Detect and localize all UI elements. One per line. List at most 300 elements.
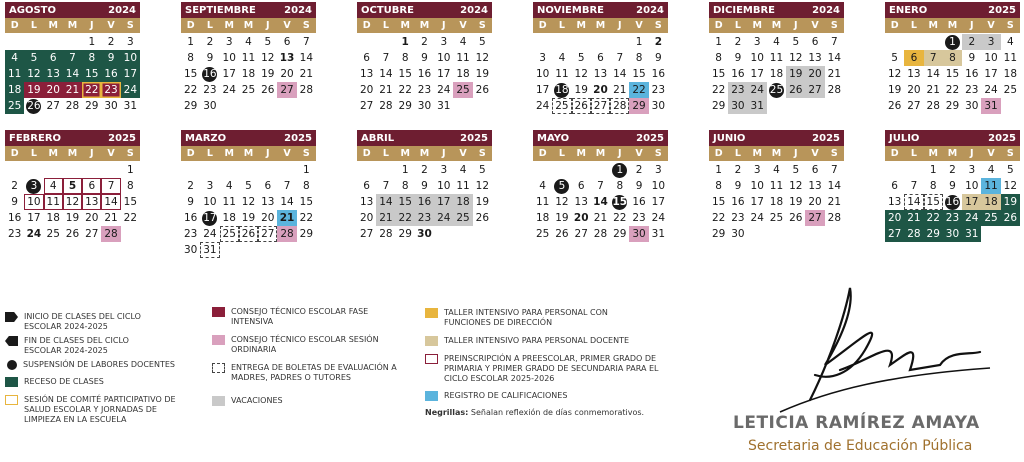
day-cell: 28 — [101, 226, 120, 242]
day-cell: 5 — [479, 36, 486, 48]
day-cell: 7 — [924, 50, 943, 66]
legend-item-vacaciones: VACACIONES — [212, 396, 382, 406]
day-cell: 27 — [85, 228, 99, 240]
legend-item-inicio: INICIO DE CLASES DEL CICLO ESCOLAR 2024-2025 — [5, 312, 165, 332]
weekday-label: D — [890, 148, 899, 159]
month-header — [181, 2, 316, 18]
empty-cell — [44, 162, 63, 178]
day-cell: 2 — [734, 164, 742, 176]
day-cell: 19 — [475, 196, 490, 208]
empty-cell — [904, 162, 923, 178]
weekday-label: D — [186, 20, 195, 31]
day-cell: 29 — [85, 100, 99, 112]
day-cell: 1 — [303, 164, 310, 176]
weekday-label: S — [302, 148, 310, 159]
day-cell: 21 — [277, 210, 296, 226]
maroon-swatch — [212, 307, 225, 317]
weekday-label: D — [714, 148, 723, 159]
month-year: 2025 — [988, 132, 1016, 144]
day-cell: 20 — [85, 212, 99, 224]
day-cell: 17 — [222, 68, 236, 80]
end-flag-icon — [5, 336, 18, 346]
month-septiembre — [181, 2, 316, 114]
day-cell: 15 — [396, 194, 415, 210]
day-cell: 19 — [786, 66, 805, 82]
empty-cell — [220, 162, 239, 178]
day-cell: 4 — [1007, 36, 1014, 48]
weekday-label: S — [654, 20, 662, 31]
weekday-label: V — [283, 148, 291, 159]
weekday-label: J — [794, 148, 798, 159]
empty-cell — [24, 34, 43, 50]
day-cell: 27 — [46, 100, 60, 112]
day-cell: 4 — [773, 164, 780, 176]
day-cell: 10 — [651, 180, 666, 192]
day-cell: 4 — [539, 180, 546, 192]
empty-cell — [44, 34, 63, 50]
weekday-label: D — [10, 148, 19, 159]
month-name: MAYO — [537, 132, 570, 144]
empty-cell — [885, 162, 904, 178]
day-cell: 15 — [711, 196, 726, 208]
day-cell: 22 — [299, 212, 314, 224]
day-cell: 30 — [651, 100, 666, 112]
day-cell: 16 — [101, 66, 120, 82]
day-cell: 25 — [220, 226, 239, 242]
day-cell: 2 — [107, 36, 115, 48]
day-cell: 12 — [63, 194, 82, 210]
day-cell: 19 — [887, 84, 902, 96]
weekday-label: D — [362, 20, 371, 31]
weekday-header — [533, 146, 668, 161]
day-cell: 14 — [926, 68, 940, 80]
day-cell: 6 — [891, 180, 898, 192]
day-cell: 30 — [183, 244, 198, 256]
weekday-label: S — [478, 20, 486, 31]
day-cell: 24 — [984, 84, 998, 96]
weekday-header — [885, 18, 1020, 33]
day-cell: 27 — [258, 226, 277, 242]
day-cell: 13 — [808, 180, 822, 192]
day-cell: 4 — [459, 36, 467, 48]
day-cell: 22 — [711, 84, 726, 96]
weekday-header — [181, 146, 316, 161]
day-cell: 27 — [805, 82, 824, 98]
day-cell: 16 — [945, 196, 960, 208]
day-cell: 27 — [907, 100, 921, 112]
day-cell: 5 — [577, 52, 585, 64]
weekday-label: S — [1006, 148, 1014, 159]
month-year: 2024 — [460, 4, 488, 16]
weekday-label: L — [910, 20, 917, 31]
day-cell: 1 — [610, 162, 629, 178]
day-cell: 13 — [82, 194, 101, 210]
weekday-label: J — [618, 20, 622, 31]
day-cell: 13 — [359, 68, 374, 80]
weekday-header — [181, 18, 316, 33]
weekday-label: V — [635, 20, 643, 31]
empty-cell — [239, 162, 258, 178]
month-header — [533, 130, 668, 146]
day-cell: 13 — [261, 196, 275, 208]
day-cell: 10 — [437, 180, 451, 192]
day-cell: 17 — [434, 194, 453, 210]
day-cell: 29 — [711, 228, 726, 240]
day-cell: 10 — [984, 52, 998, 64]
day-cell: 30 — [203, 100, 217, 112]
day-cell: 20 — [805, 66, 824, 82]
weekday-header — [709, 18, 844, 33]
empty-cell — [552, 162, 571, 178]
day-cell: 4 — [5, 50, 24, 66]
day-cell: 15 — [82, 66, 101, 82]
day-cell: 9 — [734, 52, 742, 64]
day-cell: 1 — [929, 164, 937, 176]
day-cell: 6 — [363, 180, 370, 192]
day-cell: 11 — [1003, 52, 1018, 64]
day-cell: 20 — [44, 82, 63, 98]
day-cell: 25 — [552, 98, 571, 114]
day-cell: 29 — [629, 98, 648, 114]
day-cell: 1 — [88, 36, 96, 48]
month-febrero — [5, 130, 140, 242]
day-cell: 21 — [926, 84, 940, 96]
day-cell: 20 — [593, 84, 608, 96]
day-cell: 13 — [279, 52, 295, 64]
day-cell: 25 — [981, 210, 1000, 226]
day-cell: 2 — [11, 180, 18, 192]
day-cell: 17 — [121, 66, 140, 82]
weekday-label: D — [538, 20, 547, 31]
day-cell: 17 — [27, 212, 41, 224]
empty-cell — [357, 162, 376, 178]
day-cell: 31 — [437, 100, 451, 112]
day-cell: 29 — [711, 100, 726, 112]
day-cell: 18 — [1003, 68, 1018, 80]
day-cell: 1 — [401, 36, 409, 48]
weekday-label: V — [987, 148, 995, 159]
month-name: SEPTIEMBRE — [185, 4, 256, 16]
day-cell: 18 — [769, 68, 784, 80]
day-cell: 2 — [187, 180, 194, 192]
day-cell: 1 — [635, 36, 643, 48]
weekday-label: S — [126, 148, 134, 159]
day-cell: 15 — [711, 68, 726, 80]
day-cell: 26 — [261, 84, 275, 96]
day-cell: 21 — [63, 82, 82, 98]
day-cell: 12 — [789, 52, 803, 64]
day-cell: 19 — [261, 68, 275, 80]
day-cell: 3 — [981, 34, 1000, 50]
day-cell: 13 — [593, 68, 608, 80]
day-cell: 26 — [65, 228, 80, 240]
day-cell: 1 — [127, 164, 134, 176]
day-cell: 3 — [440, 164, 448, 176]
day-cell: 28 — [379, 100, 393, 112]
day-cell: 21 — [593, 212, 608, 224]
day-cell: 9 — [101, 50, 120, 66]
day-cell: 8 — [187, 52, 194, 64]
days-grid — [709, 34, 844, 114]
day-cell: 6 — [82, 178, 101, 194]
day-cell: 20 — [359, 84, 374, 96]
day-cell: 12 — [24, 66, 43, 82]
day-cell: 31 — [200, 242, 219, 258]
empty-cell — [591, 34, 610, 50]
weekday-label: M — [419, 148, 430, 159]
weekday-label: D — [10, 20, 19, 31]
day-cell: 14 — [613, 68, 627, 80]
day-cell: 1 — [401, 164, 409, 176]
legend-item-registro: REGISTRO DE CALIFICACIONES — [425, 391, 645, 401]
weekday-label: J — [618, 148, 622, 159]
day-cell: 5 — [24, 50, 43, 66]
day-cell: 21 — [379, 84, 393, 96]
day-cell: 3 — [24, 178, 43, 194]
day-cell: 21 — [827, 196, 842, 208]
legend-item-preinscripcion: PREINSCRIPCIÓN A PREESCOLAR, PRIMER GRADO DE PRIMARIA Y PRIMER GRADO DE SECUNDARIA PARA EL CICLO ESCOLAR 2025-2026 — [425, 354, 665, 384]
day-cell: 21 — [104, 212, 118, 224]
day-cell: 30 — [417, 100, 432, 112]
pink-swatch — [212, 335, 225, 345]
day-cell: 15 — [299, 196, 314, 208]
day-cell: 18 — [769, 196, 784, 208]
day-cell: 3 — [539, 52, 546, 64]
day-cell: 4 — [245, 36, 252, 48]
day-cell: 23 — [417, 84, 432, 96]
month-name: OCTUBRE — [361, 4, 414, 16]
day-cell: 21 — [376, 210, 395, 226]
weekday-label: M — [67, 148, 78, 159]
month-year: 2024 — [812, 4, 840, 16]
day-cell: 27 — [359, 100, 374, 112]
day-cell: 11 — [241, 52, 256, 64]
black-circle-icon — [7, 360, 17, 370]
day-cell: 12 — [789, 180, 803, 192]
empty-cell — [181, 162, 200, 178]
day-cell: 10 — [965, 180, 979, 192]
day-cell: 26 — [1001, 210, 1020, 226]
empty-cell — [552, 34, 571, 50]
day-cell: 8 — [82, 50, 101, 66]
day-cell: 27 — [591, 98, 610, 114]
day-cell: 27 — [805, 210, 824, 226]
day-cell: 23 — [183, 228, 198, 240]
day-cell: 2 — [734, 36, 742, 48]
empty-cell — [82, 162, 101, 178]
day-cell: 14 — [827, 180, 842, 192]
month-name: AGOSTO — [9, 4, 56, 16]
day-cell: 28 — [299, 84, 314, 96]
day-cell: 3 — [127, 36, 134, 48]
day-cell: 15 — [398, 68, 412, 80]
weekday-label: M — [928, 20, 938, 31]
weekday-label: M — [243, 20, 254, 31]
day-cell: 17 — [750, 196, 764, 208]
month-year: 2025 — [636, 132, 664, 144]
day-cell: 8 — [715, 52, 722, 64]
day-cell: 5 — [63, 178, 82, 194]
day-cell: 8 — [401, 52, 409, 64]
day-cell: 24 — [26, 228, 42, 240]
day-cell: 14 — [280, 196, 294, 208]
day-cell: 12 — [475, 180, 490, 192]
weekday-label: J — [970, 20, 974, 31]
day-cell: 23 — [965, 84, 979, 96]
day-cell: 31 — [748, 98, 767, 114]
day-cell: 9 — [968, 52, 976, 64]
empty-cell — [533, 162, 552, 178]
day-cell: 16 — [183, 212, 198, 224]
day-cell: 14 — [376, 194, 395, 210]
day-cell: 22 — [396, 210, 415, 226]
weekday-label: L — [558, 20, 565, 31]
weekday-label: M — [48, 20, 58, 31]
day-cell: 4 — [773, 36, 780, 48]
weekday-label: J — [442, 20, 446, 31]
day-cell: 15 — [183, 68, 198, 80]
day-cell: 11 — [769, 52, 784, 64]
days-grid — [181, 162, 316, 258]
day-cell: 16 — [203, 68, 217, 80]
day-cell: 22 — [123, 212, 138, 224]
day-cell: 7 — [283, 180, 291, 192]
day-cell: 16 — [651, 68, 666, 80]
month-noviembre — [533, 2, 668, 114]
day-cell: 18 — [555, 84, 569, 96]
empty-cell — [63, 34, 82, 50]
weekday-label: J — [90, 20, 94, 31]
weekday-label: M — [224, 148, 234, 159]
day-cell: 3 — [225, 36, 233, 48]
month-header — [357, 2, 492, 18]
day-cell: 8 — [715, 180, 722, 192]
day-cell: 18 — [46, 212, 60, 224]
day-cell: 24 — [121, 82, 140, 98]
empty-cell — [277, 162, 296, 178]
day-cell: 7 — [303, 36, 310, 48]
day-cell: 25 — [769, 84, 784, 96]
day-cell: 10 — [24, 194, 43, 210]
day-cell: 12 — [887, 68, 902, 80]
day-cell: 18 — [5, 82, 24, 98]
weekday-label: L — [206, 148, 213, 159]
day-cell: 7 — [101, 178, 120, 194]
month-marzo — [181, 130, 316, 258]
weekday-label: M — [576, 20, 586, 31]
weekday-label: D — [890, 20, 899, 31]
day-cell: 6 — [811, 164, 819, 176]
day-cell: 10 — [222, 52, 236, 64]
day-cell: 19 — [241, 212, 256, 224]
weekday-label: J — [970, 148, 974, 159]
yellow-swatch — [425, 308, 438, 318]
day-cell: 25 — [453, 210, 472, 226]
empty-cell — [924, 34, 943, 50]
day-cell: 10 — [121, 50, 140, 66]
weekday-label: V — [459, 20, 467, 31]
legend-item-fin: FIN DE CLASES DEL CICLO ESCOLAR 2024-2025 — [5, 336, 165, 356]
day-cell: 7 — [382, 180, 390, 192]
day-cell: 19 — [65, 212, 80, 224]
day-cell: 11 — [981, 178, 1000, 194]
day-cell: 24 — [437, 84, 451, 96]
day-cell: 3 — [753, 36, 761, 48]
day-cell: 10 — [203, 196, 217, 208]
day-cell: 28 — [904, 226, 923, 242]
month-header — [885, 130, 1020, 146]
days-grid — [709, 162, 844, 242]
day-cell: 2 — [962, 34, 981, 50]
weekday-label: L — [382, 148, 389, 159]
weekday-label: S — [1006, 20, 1014, 31]
month-diciembre — [709, 2, 844, 114]
day-cell: 18 — [241, 68, 256, 80]
day-cell: 18 — [456, 68, 470, 80]
day-cell: 29 — [398, 228, 412, 240]
day-cell: 27 — [359, 228, 374, 240]
day-cell: 7 — [597, 180, 604, 192]
day-cell: 23 — [731, 212, 745, 224]
weekday-label: V — [811, 20, 819, 31]
weekday-label: M — [752, 148, 762, 159]
day-cell: 20 — [261, 212, 275, 224]
day-cell: 11 — [5, 66, 24, 82]
month-julio — [885, 130, 1020, 242]
maroon-box-swatch — [425, 354, 438, 364]
day-cell: 11 — [555, 68, 569, 80]
weekday-header — [885, 146, 1020, 161]
day-cell: 9 — [11, 196, 18, 208]
day-cell: 9 — [421, 180, 428, 192]
day-cell: 22 — [183, 84, 198, 96]
day-cell: 10 — [437, 52, 451, 64]
day-cell: 8 — [127, 180, 134, 192]
day-cell: 3 — [968, 164, 976, 176]
weekday-label: M — [595, 20, 606, 31]
day-cell: 24 — [651, 212, 666, 224]
weekday-label: D — [538, 148, 547, 159]
weekday-label: S — [478, 148, 486, 159]
month-header — [709, 2, 844, 18]
day-cell: 16 — [731, 196, 745, 208]
legend-item-taller-docente: TALLER INTENSIVO PARA PERSONAL DOCENTE — [425, 336, 645, 346]
day-cell: 14 — [63, 66, 82, 82]
day-cell: 5 — [792, 164, 800, 176]
day-cell: 30 — [417, 228, 432, 240]
weekday-label: L — [30, 148, 37, 159]
day-cell: 18 — [453, 194, 472, 210]
empty-cell — [533, 34, 552, 50]
day-cell: 12 — [475, 52, 490, 64]
day-cell: 30 — [943, 226, 962, 242]
day-cell: 17 — [535, 84, 550, 96]
month-name: JUNIO — [713, 132, 746, 144]
month-year: 2025 — [460, 132, 488, 144]
weekday-label: L — [206, 20, 213, 31]
empty-cell — [591, 162, 610, 178]
day-cell: 14 — [101, 194, 120, 210]
weekday-label: S — [302, 20, 310, 31]
weekday-label: L — [734, 20, 741, 31]
day-cell: 9 — [635, 180, 643, 192]
weekday-label: J — [266, 20, 270, 31]
day-cell: 11 — [44, 194, 63, 210]
day-cell: 6 — [811, 36, 819, 48]
day-cell: 11 — [456, 52, 470, 64]
empty-cell — [200, 162, 219, 178]
legend-item-boletas: ENTREGA DE BOLETAS DE EVALUACIÓN A MADRES, PADRES O TUTORES — [212, 363, 402, 383]
